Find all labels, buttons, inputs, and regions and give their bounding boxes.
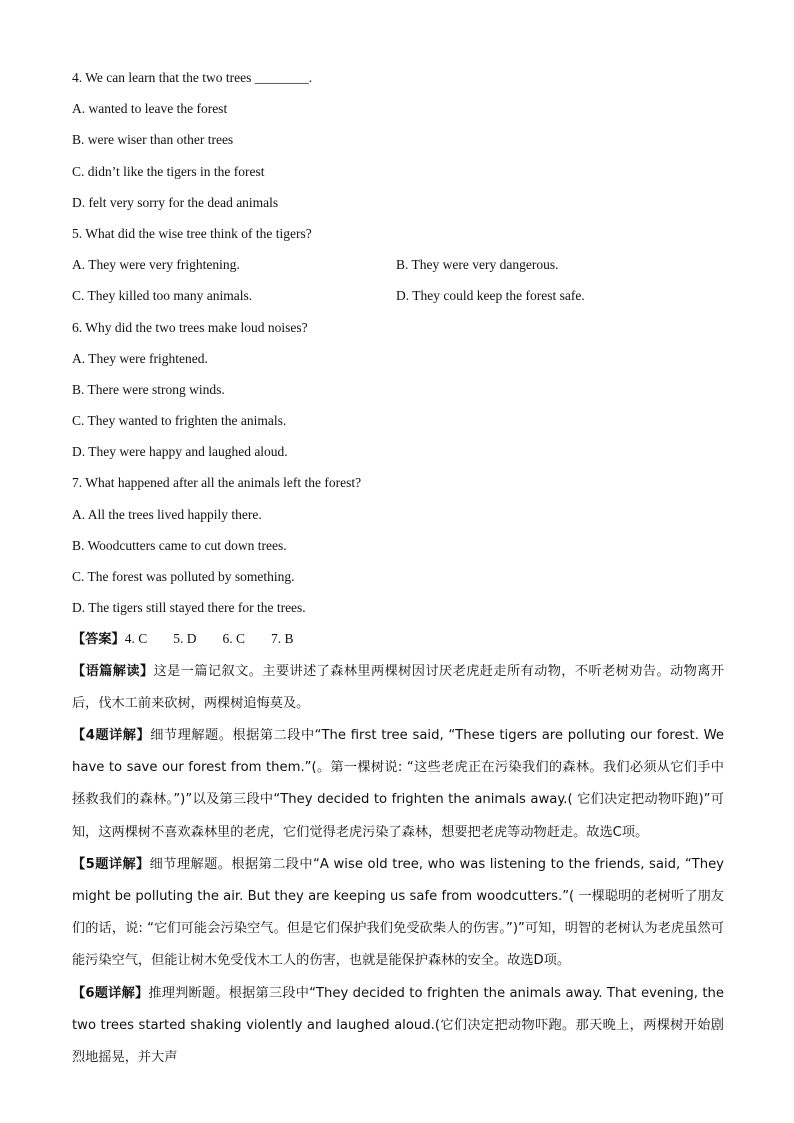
- answer-item: 6. C: [222, 631, 246, 647]
- question-4-option-d: D. felt very sorry for the dead animals: [72, 194, 279, 210]
- question-6-option-b: B. There were strong winds.: [72, 381, 225, 397]
- question-6-option-a: A. They were frightened.: [72, 350, 208, 366]
- question-7-option-b: B. Woodcutters came to cut down trees.: [72, 537, 287, 553]
- answer-item: 7. B: [271, 631, 294, 647]
- answer-key: [72, 623, 724, 654]
- question-5-explanation: [72, 848, 724, 977]
- section-text: 这是一篇记叙文。主要讲述了森林里两棵树因讨厌老虎赶走所有动物，不听老树劝告。动物离开后，伐木工前来砍树，两棵树追悔莫及。: [72, 663, 725, 711]
- question-4-explanation: [72, 719, 724, 848]
- question-6-option-d: D. They were happy and laughed aloud.: [72, 444, 288, 460]
- section-label: 【6题详解】: [72, 985, 149, 1001]
- question-5-option-d: D. They could keep the forest safe.: [396, 288, 585, 304]
- section-label: 【4题详解】: [72, 727, 151, 743]
- question-7-option-a: A. All the trees lived happily there.: [72, 506, 262, 522]
- question-6-explanation: [72, 977, 724, 1074]
- question-5-option-b: B. They were very dangerous.: [396, 257, 559, 273]
- question-5-options-row-2: [72, 280, 724, 311]
- question-4-option-b: B. were wiser than other trees: [72, 132, 234, 148]
- question-6-stem: 6. Why did the two trees make loud noises?: [72, 319, 308, 335]
- question-7-option-d: D. The tigers still stayed there for the trees.: [72, 600, 306, 616]
- answer-item: 5. D: [173, 631, 197, 647]
- question-6-option-c: C. They wanted to frighten the animals.: [72, 413, 287, 429]
- section-text: 细节理解题。根据第二段中“A wise old tree, who was listening to the friends, said, “They might be polluting the air. But they are keeping us safe from woodcutters.”( 一棵聪明的老树听了朋友们的话，说: “它们可能会污染空气。但是它们保护我们免受砍柴人的伤害。”)”可知，明智的老树认为老虎虽然可能污染空气，但能让树木免受伐木工人的伤害，也就是能保护森林的安全。故选D项。: [72, 856, 724, 969]
- section-label: 【5题详解】: [72, 856, 150, 872]
- question-4-option-a: A. wanted to leave the forest: [72, 101, 228, 117]
- question-4-option-c: C. didn’t like the tigers in the forest: [72, 163, 265, 179]
- question-5-stem: 5. What did the wise tree think of the tigers?: [72, 225, 312, 241]
- section-text: 推理判断题。根据第三段中“They decided to frighten the animals away. That evening, the two trees started shaking violently and laughed aloud.(它们决定把动物吓跑。那天晚上，两棵树开始剧烈地摇晃，并大声: [72, 985, 724, 1065]
- answer-item: 4. C: [124, 631, 148, 647]
- question-7-option-c: C. The forest was polluted by something.: [72, 569, 295, 584]
- question-5-options-row-1: [72, 249, 724, 280]
- section-text: 细节理解题。根据第二段中“The first tree said, “These tigers are polluting our forest. We have to save our forest from them.”(。第一棵树说: “这些老虎正在污染我们的森林。我们必须从它们手中拯救我们的森林。”)”以及第三段中“They decided to frighten the animals away.( 它们决定把动物吓跑)”可知，这两棵树不喜欢森林里的老虎，它们觉得老虎污染了森林，想要把老虎等动物赶走。故选C项。: [72, 727, 724, 840]
- section-label: 【语篇解读】: [72, 663, 154, 679]
- answer-label: 【答案】: [72, 632, 125, 648]
- question-5-option-c: C. They killed too many animals.: [72, 288, 253, 304]
- question-4-stem: 4. We can learn that the two trees ________.: [72, 70, 313, 85]
- question-5-option-a: A. They were very frightening.: [72, 257, 240, 273]
- document-page: [72, 62, 724, 1073]
- question-7-stem: 7. What happened after all the animals left the forest?: [72, 475, 362, 491]
- discourse-analysis: [72, 655, 724, 719]
